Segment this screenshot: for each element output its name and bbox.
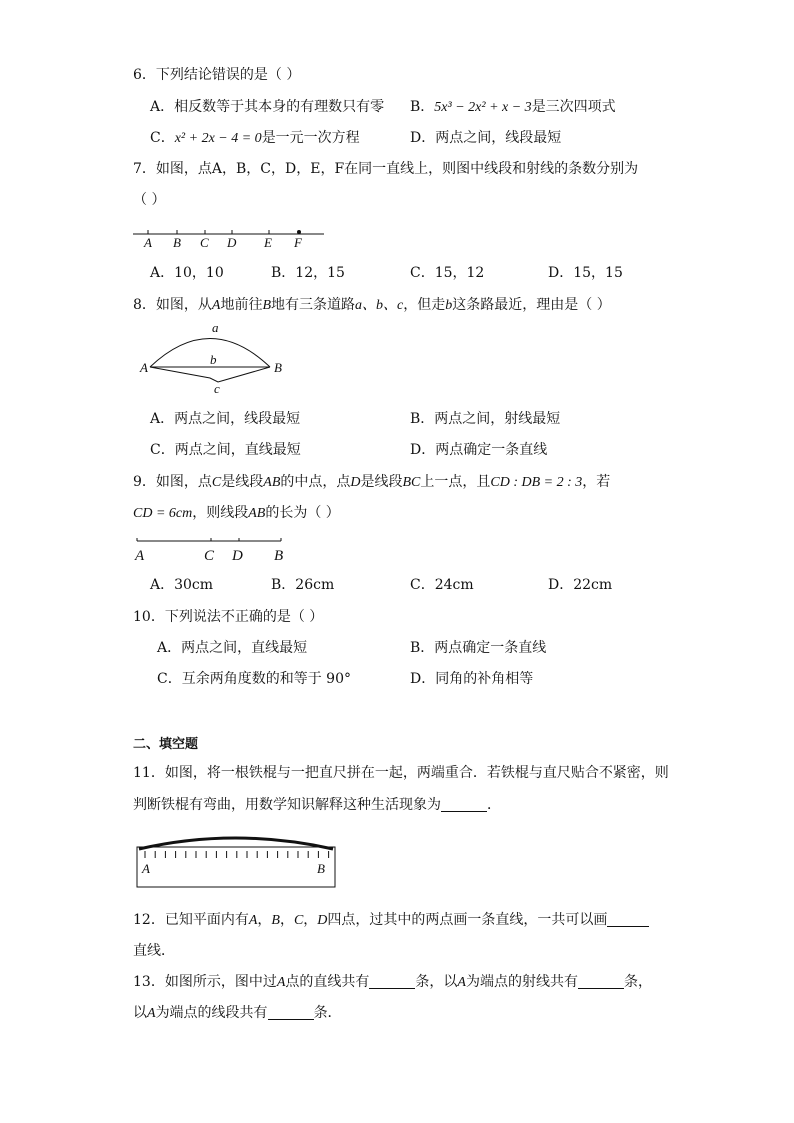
q8-stem-road-b: b bbox=[445, 298, 453, 313]
q7-point-f-dot bbox=[297, 230, 301, 234]
q6-option-d[interactable]: D．两点之间，线段最短 bbox=[410, 130, 562, 146]
q13-stem-part: 为端点的线段共有 bbox=[155, 1005, 268, 1021]
q11-stem-part: ． bbox=[487, 797, 501, 813]
q13-point-a: A bbox=[276, 975, 286, 990]
q9-label-b: B bbox=[274, 548, 284, 564]
q7-option-a[interactable]: A．10，10 bbox=[150, 265, 224, 281]
q12-sep: ， bbox=[257, 912, 272, 928]
q13-point-a: A bbox=[457, 975, 466, 990]
q9-stem-part: 上一点，且 bbox=[420, 474, 491, 490]
q7-line-figure bbox=[130, 226, 330, 248]
q7-stem-paren: （ ） bbox=[133, 192, 166, 208]
q12-stem-line1 bbox=[133, 910, 649, 931]
q7-label-d: D bbox=[227, 235, 237, 250]
q9-option-c[interactable]: C．24cm bbox=[410, 577, 474, 593]
q7-option-c[interactable]: C．15，12 bbox=[410, 265, 485, 281]
q13-rays-blank[interactable] bbox=[578, 974, 624, 989]
q6-option-b[interactable] bbox=[410, 97, 616, 118]
q11-stem-line2 bbox=[133, 795, 501, 815]
q8-roads-figure bbox=[138, 320, 298, 395]
q6-option-c-label: C． bbox=[150, 130, 175, 146]
q6-option-c-text: 是一元一次方程 bbox=[261, 130, 360, 146]
q9-label-c: C bbox=[204, 548, 215, 564]
q6-option-b-math: 5x³ − 2x² + x − 3 bbox=[434, 100, 532, 115]
q9-stem-part: 的中点，点 bbox=[280, 474, 351, 490]
q8-stem-part: 8．如图，从 bbox=[133, 297, 212, 313]
q8-label-point-b: B bbox=[274, 360, 282, 375]
q10-stem: 10．下列说法不正确的是（ ） bbox=[133, 609, 324, 625]
q10-option-a[interactable]: A．两点之间，直线最短 bbox=[157, 640, 308, 656]
q9-option-b[interactable]: B．26cm bbox=[271, 577, 335, 593]
q8-stem-part: 地有三条道路 bbox=[271, 297, 356, 313]
q7-label-c: C bbox=[200, 235, 209, 250]
q8-stem-point-a: A bbox=[211, 298, 221, 313]
q6-option-b-label: B． bbox=[410, 99, 435, 115]
q9-option-a[interactable]: A．30cm bbox=[150, 577, 214, 593]
q11-label-b: B bbox=[317, 861, 325, 876]
q11-ruler-figure bbox=[136, 832, 340, 892]
q9-stem-part: ，则线段 bbox=[192, 505, 249, 521]
q13-stem-part: 点的直线共有 bbox=[285, 974, 370, 990]
q9-option-d[interactable]: D．22cm bbox=[548, 577, 613, 593]
q13-point-a: A bbox=[147, 1006, 156, 1021]
q11-ruler-ticks bbox=[145, 851, 329, 858]
q9-stem-point-d: D bbox=[350, 475, 361, 490]
q9-stem-part: 是线段 bbox=[221, 474, 264, 490]
q11-answer-blank[interactable] bbox=[441, 797, 487, 812]
q8-label-c: c bbox=[214, 381, 220, 396]
q12-point-b: B bbox=[271, 913, 280, 928]
q9-stem-part: 是线段 bbox=[360, 474, 403, 490]
q9-stem-part: 的长为（ ） bbox=[265, 505, 340, 521]
q9-stem-part: 9．如图，点 bbox=[133, 474, 212, 490]
q7-option-b[interactable]: B．12，15 bbox=[271, 265, 345, 281]
q8-option-d[interactable]: D．两点确定一条直线 bbox=[410, 442, 548, 458]
q8-stem-part: ，但走 bbox=[403, 297, 446, 313]
q7-label-e: E bbox=[264, 235, 272, 250]
q9-stem-segment-ab: AB bbox=[263, 475, 281, 490]
q12-sep: ， bbox=[279, 912, 294, 928]
q7-stem: 7．如图，点A，B，C，D，E，F在同一直线上，则图中线段和射线的条数分别为 bbox=[133, 161, 639, 177]
q11-stem-part: 判断铁棍有弯曲，用数学知识解释这种生活现象为 bbox=[133, 797, 441, 813]
q10-option-c[interactable]: C．互余两角度数的和等于 90° bbox=[157, 671, 351, 687]
q12-point-c: C bbox=[293, 913, 304, 928]
q13-stem-part: 13．如图所示，图中过 bbox=[133, 974, 277, 990]
q6-option-c[interactable] bbox=[150, 128, 360, 149]
q12-stem-part: 四点，过其中的两点画一条直线，一共可以画 bbox=[327, 912, 608, 928]
q7-option-d[interactable]: D．15，15 bbox=[548, 265, 623, 281]
q9-label-d: D bbox=[232, 548, 243, 564]
q8-stem-part: 地前往 bbox=[220, 297, 263, 313]
q13-stem-line2 bbox=[133, 1003, 342, 1024]
q9-stem-ratio: CD : DB = 2 : 3 bbox=[490, 475, 583, 490]
q8-option-b[interactable]: B．两点之间，射线最短 bbox=[410, 411, 561, 427]
q8-label-point-a: A bbox=[140, 360, 148, 375]
q9-stem-segment-bc: BC bbox=[402, 475, 421, 490]
q6-stem: 6．下列结论错误的是（ ） bbox=[133, 67, 301, 83]
q9-stem-part: ，若 bbox=[582, 474, 611, 490]
q11-ruler bbox=[137, 847, 335, 887]
q13-stem-line1 bbox=[133, 972, 652, 993]
q12-sep: ， bbox=[303, 912, 318, 928]
q13-stem-part: 为端点的射线共有 bbox=[465, 974, 578, 990]
q13-stem-part: 条， bbox=[623, 974, 652, 990]
q8-stem-part: 这条路最近，理由是（ ） bbox=[452, 297, 611, 313]
q6-option-a[interactable]: A．相反数等于其本身的有理数只有零 bbox=[150, 99, 385, 115]
q13-stem-part: 条． bbox=[313, 1005, 342, 1021]
q7-label-a: A bbox=[144, 235, 152, 250]
q8-stem bbox=[133, 295, 611, 316]
q8-label-a: a bbox=[212, 320, 219, 335]
q13-stem-part: 条，以 bbox=[415, 974, 458, 990]
q8-stem-point-b: B bbox=[262, 298, 272, 313]
q7-label-f: F bbox=[294, 235, 302, 250]
q12-stem-line2: 直线． bbox=[133, 943, 175, 959]
section-title-fill-blank: 二、填空题 bbox=[133, 737, 199, 752]
q13-lines-blank[interactable] bbox=[369, 974, 415, 989]
q12-answer-blank[interactable] bbox=[607, 912, 649, 927]
q8-option-a[interactable]: A．两点之间，线段最短 bbox=[150, 411, 301, 427]
q9-label-a: A bbox=[135, 548, 145, 564]
q10-option-b[interactable]: B．两点确定一条直线 bbox=[410, 640, 547, 656]
q12-point-d: D bbox=[317, 913, 328, 928]
q11-label-a: A bbox=[142, 861, 150, 876]
q7-label-b: B bbox=[173, 235, 181, 250]
q8-stem-roads: a、b、c bbox=[355, 298, 404, 313]
q8-option-c[interactable]: C．两点之间，直线最短 bbox=[150, 442, 301, 458]
q13-segments-blank[interactable] bbox=[268, 1005, 314, 1020]
q12-point-a: A bbox=[248, 913, 258, 928]
q11-stem-line1: 11．如图，将一根铁棍与一把直尺拼在一起，两端重合．若铁棍与直尺贴合不紧密，则 bbox=[133, 765, 669, 781]
q9-stem-line2 bbox=[133, 503, 340, 524]
q6-option-c-math: x² + 2x − 4 = 0 bbox=[174, 131, 262, 146]
q12-stem-part: 12．已知平面内有 bbox=[133, 912, 249, 928]
q8-road-c bbox=[150, 367, 270, 382]
q6-option-b-text: 是三次四项式 bbox=[531, 99, 616, 115]
q10-option-d[interactable]: D．同角的补角相等 bbox=[410, 671, 534, 687]
q9-stem-cd: CD = 6cm bbox=[133, 506, 193, 521]
q9-stem-point-c: C bbox=[211, 475, 222, 490]
q13-stem-part: 以 bbox=[133, 1005, 147, 1021]
q8-label-b: b bbox=[210, 352, 217, 367]
q9-stem bbox=[133, 472, 610, 493]
q9-stem-segment-ab: AB bbox=[248, 506, 266, 521]
q9-segment-figure bbox=[133, 535, 293, 565]
